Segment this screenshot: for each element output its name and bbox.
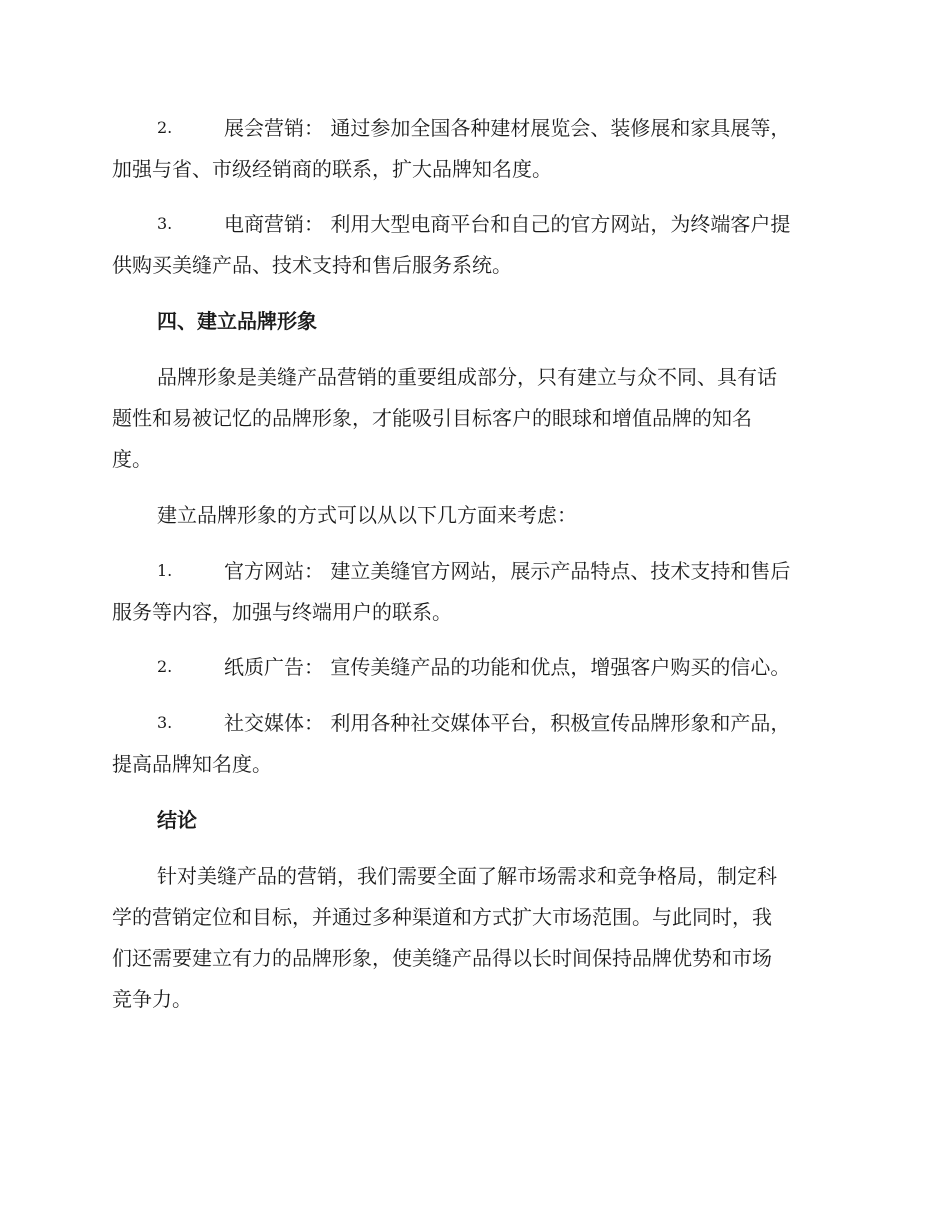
list-item-text: 纸质广告： 宣传美缝产品的功能和优点，增强客户购买的信心。 [224, 655, 791, 679]
paragraph-line: 们还需要建立有力的品牌形象，使美缝产品得以长时间保持品牌优势和市场 [112, 946, 772, 970]
list-number: 3. [157, 713, 173, 732]
paragraph-line: 品牌形象是美缝产品营销的重要组成部分，只有建立与众不同、具有话 [157, 365, 777, 389]
section-heading-brand-image: 四、建立品牌形象 [157, 309, 317, 333]
list-item-text: 社交媒体： 利用各种社交媒体平台，积极宣传品牌形象和产品， [224, 711, 791, 735]
section-heading-conclusion: 结论 [157, 808, 197, 832]
list-number: 3. [157, 214, 173, 233]
list-number: 2. [157, 118, 173, 137]
list-number: 1. [157, 561, 173, 580]
list-number: 2. [157, 657, 173, 676]
list-item-text: 官方网站： 建立美缝官方网站，展示产品特点、技术支持和售后 [224, 559, 791, 583]
list-item-text: 电商营销： 利用大型电商平台和自己的官方网站，为终端客户提 [224, 212, 791, 236]
paragraph-line: 针对美缝产品的营销，我们需要全面了解市场需求和竞争格局，制定科 [157, 864, 777, 888]
paragraph-line: 题性和易被记忆的品牌形象，才能吸引目标客户的眼球和增值品牌的知名 [112, 406, 752, 430]
paragraph-line: 学的营销定位和目标，并通过多种渠道和方式扩大市场范围。与此同时，我 [112, 905, 772, 929]
list-item-continuation: 加强与省、市级经销商的联系，扩大品牌知名度。 [112, 157, 552, 181]
list-item-continuation: 提高品牌知名度。 [112, 752, 272, 776]
list-item-continuation: 供购买美缝产品、技术支持和售后服务系统。 [112, 253, 512, 277]
paragraph-line: 度。 [112, 447, 152, 471]
paragraph-line: 竞争力。 [112, 987, 192, 1011]
paragraph-brand-methods-intro: 建立品牌形象的方式可以从以下几方面来考虑： [157, 503, 577, 527]
list-item-continuation: 服务等内容，加强与终端用户的联系。 [112, 600, 452, 624]
list-item-text: 展会营销： 通过参加全国各种建材展览会、装修展和家具展等， [224, 116, 791, 140]
